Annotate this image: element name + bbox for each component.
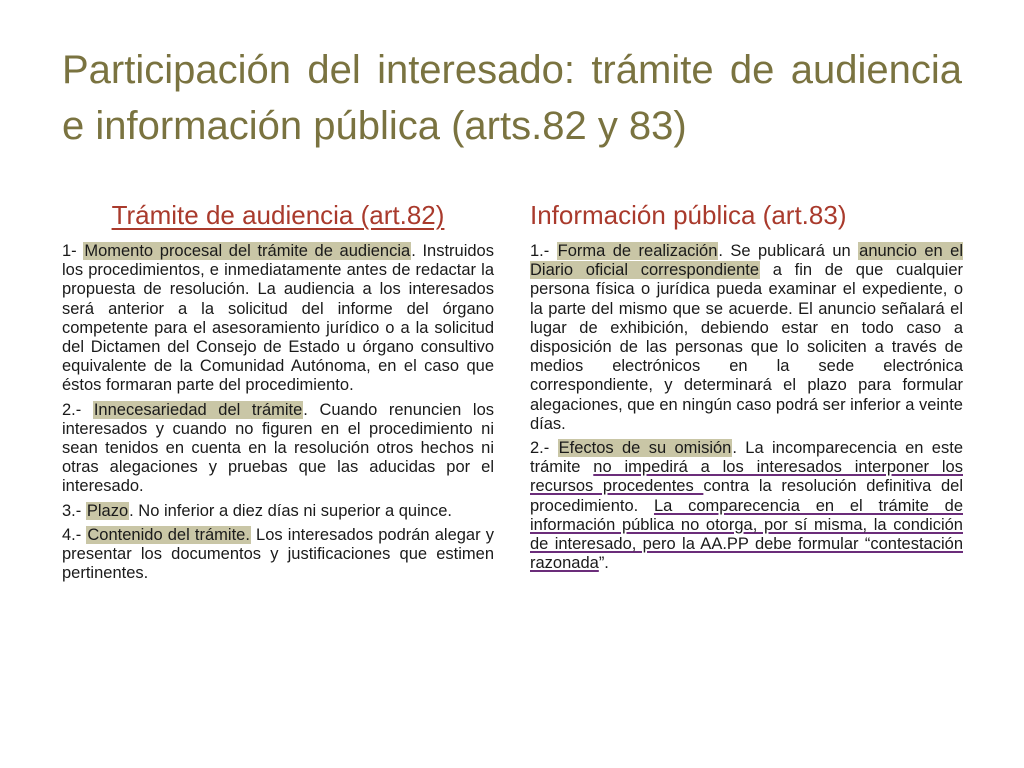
right-item-2 <box>530 439 963 573</box>
right-column <box>530 196 963 578</box>
underlined-text: La comparecencia en el trámite de información pública no otorga, por sí misma, la condición de interesado, pero la AA.PP debe formular “contestación razonada <box>530 496 963 573</box>
item-text: . La incomparecencia en este trámite <box>530 439 963 477</box>
item-number: 3.- <box>62 501 86 520</box>
item-number: 4.- <box>62 525 87 544</box>
item-text: a fin de que cualquier persona física o jurídica pueda examinar el expediente, o la parte del mismo que se acuerde. El anuncio señalará el lugar de exhibición, debiendo estar en todo caso a disposición de las personas que lo soliciten a través de medios electrónicos en la sede electrónica correspondiente, y determinará el plazo para formular alegaciones, que en ningún caso podrá ser inferior a veinte días. <box>530 261 963 433</box>
item-text: . Cuando renuncien los interesados y cuando no figuren en el procedimiento ni sean tenidos en cuenta en la resolución otros hechos ni otras alegaciones y pruebas que las aducidas por el interesado. <box>62 400 494 496</box>
slide-title: Participación del interesado: trámite de audiencia e información pública (arts.82 y 83) <box>62 48 962 148</box>
left-item-1 <box>62 242 494 396</box>
item-label: Contenido del trámite. <box>87 525 250 544</box>
right-item-1 <box>530 242 963 434</box>
item-label: Forma de realización <box>557 242 718 260</box>
item-label: Efectos de su omisión <box>558 439 732 458</box>
left-column <box>62 196 494 588</box>
left-heading: Trámite de audiencia (art.82) <box>111 200 445 230</box>
item-text: Los interesados podrán alegar y presentar los documentos y justificaciones que estimen pertinentes. <box>62 525 494 583</box>
item-number: 1.- <box>530 242 557 260</box>
left-item-4 <box>62 526 494 584</box>
item-number: 1- <box>62 242 84 260</box>
item-text: contra la resolución definitiva del procedimiento. <box>530 477 963 515</box>
item-text: . Instruidos los procedimientos, e inmediatamente antes de redactar la propuesta de resolución. La audiencia a los interesados será anterior a la solicitud del informe del órgano competente para el asesoramiento jurídico o a la solicitud del Dictamen del Consejo de Estado u órgano consultivo equivalente de la Comunidad Autónoma, en el caso que éstos formaran parte del procedimiento. <box>62 242 494 395</box>
item-text: . No inferior a diez días ni superior a quince. <box>129 501 452 520</box>
right-heading: Información pública (art.83) <box>530 200 847 230</box>
left-item-2 <box>62 401 494 497</box>
item-text: ”. <box>598 554 609 573</box>
item-label: Momento procesal del trámite de audiencia <box>84 242 411 260</box>
highlighted-text: anuncio en el Diario oficial correspondiente <box>530 242 963 280</box>
item-label: Innecesariedad del trámite <box>93 400 303 419</box>
item-label: Plazo <box>86 501 129 520</box>
underlined-text: no impedirá a los interesados interponer los recursos procedentes <box>530 458 963 496</box>
item-number: 2.- <box>62 400 93 419</box>
item-text: . Se publicará un <box>718 242 859 260</box>
item-number: 2.- <box>530 439 558 458</box>
left-item-3 <box>62 502 494 521</box>
